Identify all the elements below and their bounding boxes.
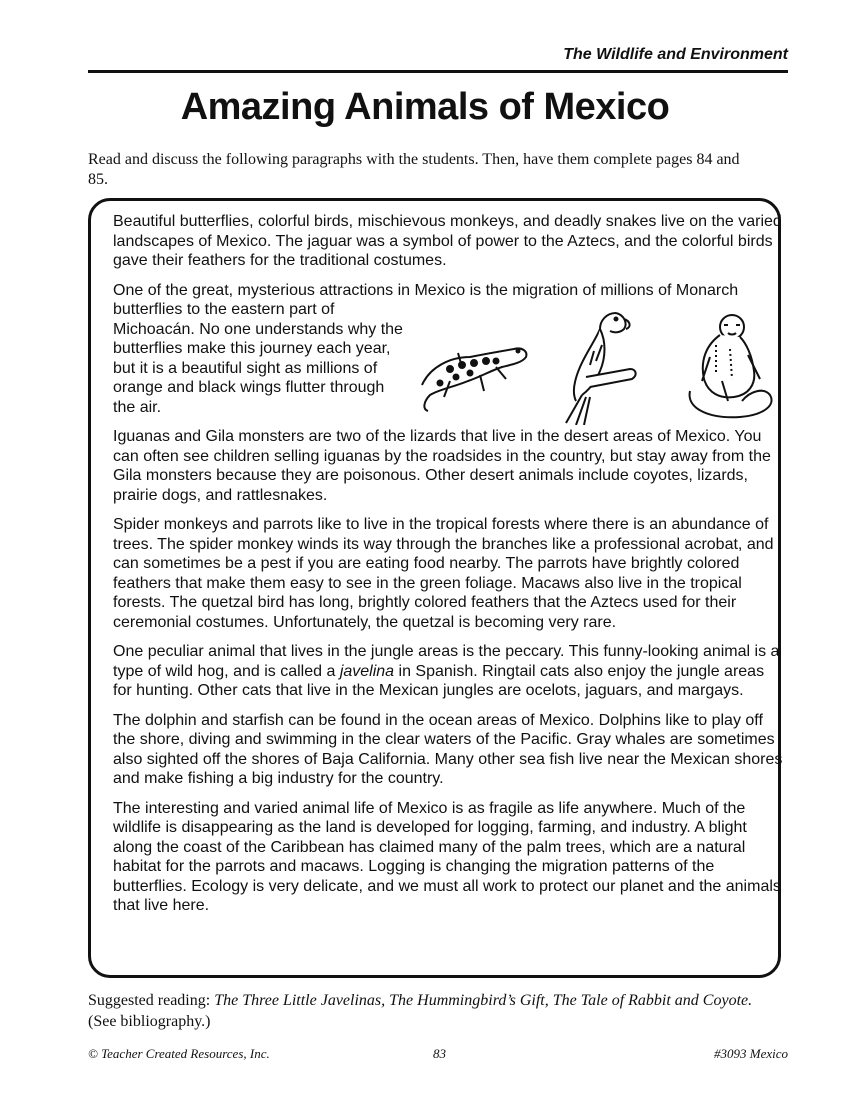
footer-code: #3093 Mexico [713,1046,788,1061]
page-title: Amazing Animals of Mexico [180,86,670,128]
footer-page-number: 83 [433,1046,446,1061]
paragraph-1: Beautiful butterflies, colorful birds, mischievous monkeys, and deadly snakes live on the varied landscapes of Mexico. The jaguar was a symbol of power to the Aztecs, and the colorful birds gave their feathers for the traditional costumes. [113,213,782,269]
paragraph-3: Iguanas and Gila monsters are two of the lizards that live in the desert areas of Mexico. You can often see children selling iguanas by the roadsides in the country, but stay away from the Gila monsters because they are poisonous. Other desert animals include coyotes, lizards, prairie dogs, and rattlesnakes. [113,428,771,504]
header-rule [88,70,788,73]
paragraph-5-a: One peculiar animal that lives in the jungle areas is the peccary. This funny-looking animal is a type of wild hog, and is called a [113,643,780,680]
paragraph-6: The dolphin and starfish can be found in the ocean areas of Mexico. Dolphins like to play off the shore, diving and swimming in the clear waters of the Pacific. Gray whales are sometimes also sighted off the shores of Baja California. Many other sea fish live near the Mexican shores and make fishing a big industry for the country. [113,711,783,787]
paragraph-2-rest: butterflies to the eastern part of Michoacán. No one understands why the butterflies make this journey each year, but it is a beautiful sight as millions of orange and black wings flutter through the air. [113,301,403,416]
suggested-reading-titles: The Three Little Javelinas, The Hummingbird’s Gift, The Tale of Rabbit and Coyote. [214,992,753,1009]
footer-copyright: © Teacher Created Resources, Inc. [88,1046,270,1061]
paragraph-7: The interesting and varied animal life of Mexico is as fragile as life anywhere. Much of the wildlife is disappearing as the land is developed for logging, farming, and industry. A blight along the coast of the Caribbean has claimed many of the palm trees, which are a natural habitat for the parrots and macaws. Logging is changing the migration patterns of the butterflies. Ecology is very delicate, and we must all work to protect our planet and the animals that live here. [113,799,781,914]
paragraph-4: Spider monkeys and parrots like to live in the tropical forests where there is an abundance of trees. The spider monkey winds its way through the branches like a professional acrobat, and can sometimes be a pest if you are eating food nearby. The parrots have brightly colored feathers that make them easy to see in the green foliage. Macaws also live in the tropical forests. The quetzal bird has long, brightly colored feathers that the Aztecs used for their ceremonial costumes. Unfortunately, the quetzal is becoming very rare. [113,516,774,631]
animal-illustrations [410,305,780,425]
intro-text: Read and discuss the following paragraphs with the students. Then, have them complete pages 84 and 85. [88,151,740,188]
paragraph-5-b: in Spanish. Ringtail cats also enjoy the jungle areas for hunting. Other cats that live in the Mexican jungles are ocelots, jaguars, and margays. [113,662,765,699]
paragraph-5-javelina: javelina [339,662,395,680]
suggested-reading-lead: Suggested reading: [88,992,215,1009]
suggested-reading [88,990,762,1032]
parrot-icon [566,313,636,425]
paragraph-2-line1: One of the great, mysterious attractions in Mexico is the migration of millions of Monarch [113,281,739,299]
gila-monster-icon [422,348,526,411]
suggested-reading-tail: (See bibliography.) [88,1013,211,1030]
monkey-icon [690,315,772,417]
section-header: The Wildlife and Environment [563,46,788,63]
paragraph-5 [113,642,783,701]
